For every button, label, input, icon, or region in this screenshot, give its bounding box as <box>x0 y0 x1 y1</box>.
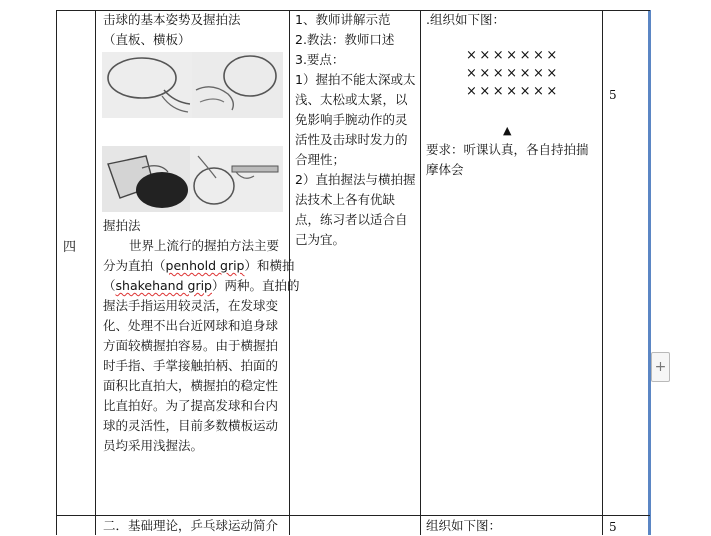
method-line-2: 2.教法：教师口述 <box>295 32 395 47</box>
add-table-column-button[interactable] <box>651 352 670 382</box>
method-line-8: 合理性； <box>295 152 346 167</box>
column-divider-4 <box>602 10 603 535</box>
method-line-3: 3.要点： <box>295 52 345 67</box>
plus-icon: + <box>654 359 667 375</box>
content-paragraph-line-2: 分为直拍（penhold grip）和横拍 <box>103 258 295 273</box>
method-line-9: 2）直拍握法与横拍握 <box>295 172 416 187</box>
content-paragraph-line-6: 方面较横握拍容易。由于横握拍 <box>103 338 279 353</box>
content-paragraph-line-10: 球的灵活性，目前多数横板运动 <box>103 418 279 433</box>
row2-organization-heading: 组织如下图： <box>426 518 502 533</box>
content-title-line-1: 击球的基本姿势及握拍法 <box>103 12 241 27</box>
method-line-6: 免影响手腕动作的灵 <box>295 112 408 127</box>
content-paragraph-line-4: 握法手指运用较灵活，在发球变 <box>103 298 279 313</box>
penhold-photo-2 <box>190 146 283 212</box>
grip-sketch-image-2 <box>192 52 283 118</box>
method-line-12: 己为宜。 <box>295 232 346 247</box>
method-line-1: 1、教师讲解示范 <box>295 12 391 27</box>
formation-row-3: ××××××× <box>466 84 560 99</box>
formation-row-2: ××××××× <box>466 66 560 81</box>
content-paragraph-line-3: （shakehand grip）两种。直拍的 <box>103 278 300 293</box>
column-divider-1 <box>95 10 96 535</box>
row2-content-title: 二．基础理论，乒乓球运动简介 <box>103 518 279 533</box>
content-paragraph-line-7: 时手指、手掌接触拍柄、拍面的 <box>103 358 279 373</box>
formation-row-1: ××××××× <box>466 48 560 63</box>
requirement-line-2: 摩体会 <box>426 162 464 177</box>
row-index: 四 <box>63 240 77 255</box>
table-border-left <box>56 10 57 535</box>
column-divider-3 <box>420 10 421 535</box>
method-line-11: 点，练习者以适合自 <box>295 212 408 227</box>
method-line-7: 活性及击球时发力的 <box>295 132 408 147</box>
grip-sketch-image-1 <box>102 52 192 118</box>
content-paragraph-line-1: 世界上流行的握拍方法主要 <box>129 238 280 253</box>
content-paragraph-line-9: 比直拍好。为了提高发球和台内 <box>103 398 279 413</box>
teacher-triangle-icon: ▲ <box>503 124 512 137</box>
content-paragraph-line-8: 面积比直拍大，横握拍的稳定性 <box>103 378 279 393</box>
penhold-photo-1 <box>102 146 190 212</box>
organization-heading: .组织如下图： <box>426 12 505 27</box>
method-line-5: 浅、太松或太紧，以 <box>295 92 408 107</box>
content-title-line-2: （直板、横板） <box>103 32 191 47</box>
table-border-right-selected <box>648 10 651 535</box>
content-paragraph-line-5: 化、处理不出台近网球和追身球 <box>103 318 279 333</box>
method-line-4: 1）握拍不能太深或太 <box>295 72 416 87</box>
method-line-10: 法技术上各有优缺 <box>295 192 396 207</box>
content-paragraph-line-11: 员均采用浅握法。 <box>103 438 204 453</box>
time-value-row1: 5 <box>609 88 617 102</box>
requirement-line-1: 要求：听课认真，各自持拍揣 <box>426 142 589 157</box>
content-subtitle: 握拍法 <box>103 218 141 233</box>
time-value-row2: 5 <box>609 520 617 534</box>
